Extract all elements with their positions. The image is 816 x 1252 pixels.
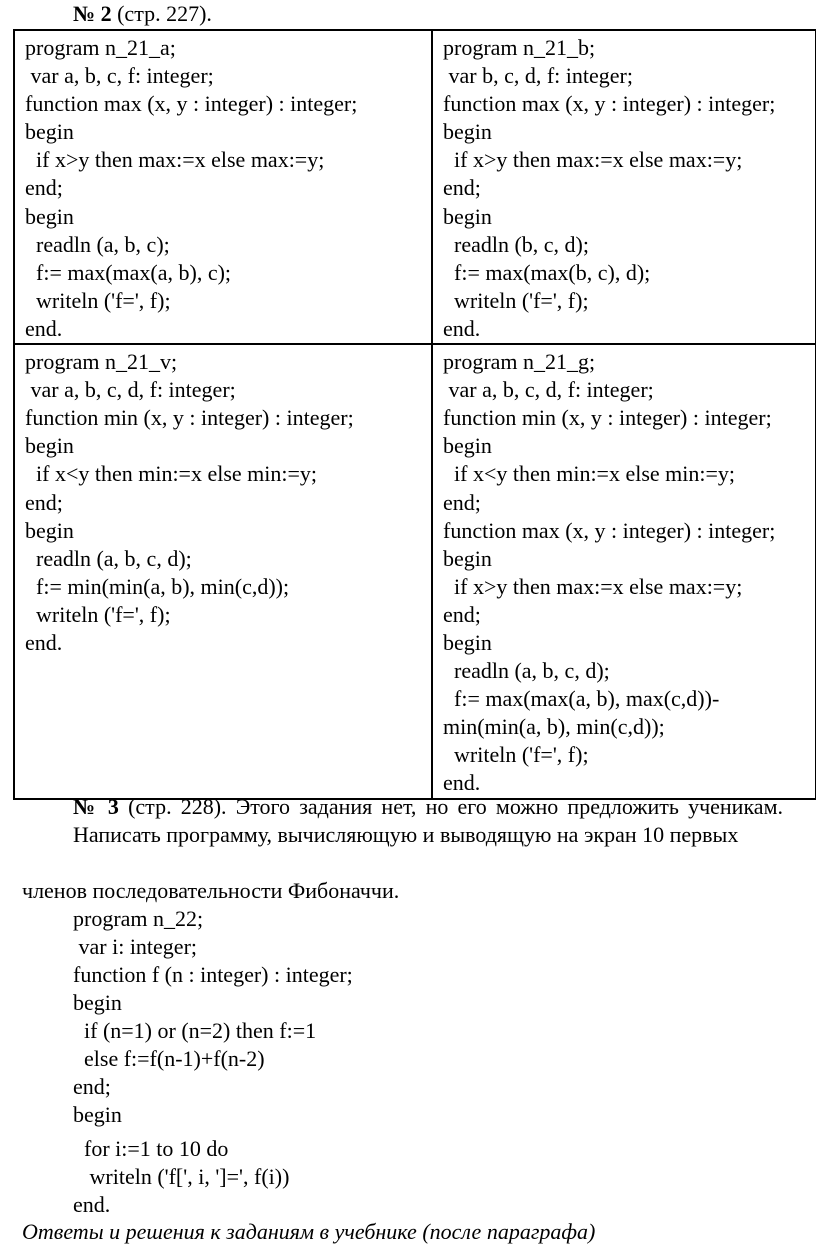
code-line: if x>y then max:=x else max:=y;	[443, 147, 743, 173]
code-line: writeln ('f=', f);	[25, 601, 171, 627]
code-line: f:= min(min(a, b), min(c,d));	[25, 573, 290, 599]
footer-caption: Ответы и решения к заданиям в учебнике (после параграфа)	[22, 1219, 596, 1244]
code-line: begin	[25, 517, 74, 543]
code-line: var i: integer;	[73, 934, 198, 959]
code-line: var a, b, c, d, f: integer;	[443, 377, 654, 403]
code-line: begin	[25, 203, 74, 229]
code-line: begin	[443, 629, 492, 655]
code-line: end.	[25, 315, 63, 341]
task3-text: (стр. 228). Этого задания нет, но его можно предложить ученикам. Написать программу, вычисляющую и выводящую на экран 10 первых	[73, 794, 783, 847]
code-line: min(min(a, b), min(c,d));	[443, 714, 665, 740]
code-line: f:= max(max(a, b), c);	[25, 259, 232, 285]
code-line: begin	[443, 545, 492, 571]
code-line: program n_22;	[73, 906, 204, 931]
code-line: end;	[25, 175, 63, 201]
code-line: writeln ('f=', f);	[25, 287, 171, 313]
code-line: begin	[25, 433, 74, 459]
code-line: readln (b, c, d);	[443, 231, 589, 257]
code-line: begin	[73, 1102, 122, 1127]
code-line: readln (a, b, c, d);	[443, 658, 610, 684]
code-line: if x>y then max:=x else max:=y;	[25, 147, 325, 173]
task2-heading	[73, 0, 212, 28]
code-line: begin	[73, 990, 122, 1015]
code-line: readln (a, b, c, d);	[25, 545, 192, 571]
programs-table	[13, 29, 816, 800]
task3-number: № 3	[73, 794, 119, 819]
task3-code	[73, 905, 353, 1219]
table-row	[14, 30, 816, 344]
code-line: end;	[443, 175, 481, 201]
code-line: begin	[443, 433, 492, 459]
code-line: function max (x, y : integer) : integer;	[443, 91, 776, 117]
task3-paragraph	[73, 793, 783, 849]
code-line: writeln ('f[', i, ']=', f(i))	[73, 1164, 290, 1189]
code-line: program n_21_g;	[443, 349, 596, 375]
code-line: function f (n : integer) : integer;	[73, 962, 353, 987]
code-line: writeln ('f=', f);	[443, 287, 589, 313]
code-line: else f:=f(n-1)+f(n-2)	[73, 1046, 265, 1071]
program-cell-v	[14, 344, 432, 799]
code-line: function max (x, y : integer) : integer;	[25, 91, 358, 117]
code-line: end;	[443, 489, 481, 515]
code-line: if x<y then min:=x else min:=y;	[25, 461, 318, 487]
code-line: begin	[25, 119, 74, 145]
code-line: for i:=1 to 10 do	[73, 1136, 229, 1161]
table-row	[14, 344, 816, 799]
code-line: if (n=1) or (n=2) then f:=1	[73, 1018, 317, 1043]
code-line: f:= max(max(a, b), max(c,d))-	[443, 686, 720, 712]
code-line: begin	[443, 119, 492, 145]
code-line: var b, c, d, f: integer;	[443, 63, 633, 89]
code-line: function min (x, y : integer) : integer;	[443, 405, 772, 431]
program-cell-g	[432, 344, 816, 799]
task2-page-ref: (стр. 227).	[111, 1, 212, 26]
task3-continuation: членов последовательности Фибоначчи.	[22, 878, 400, 903]
code-line: writeln ('f=', f);	[443, 742, 589, 768]
code-line: if x>y then max:=x else max:=y;	[443, 573, 743, 599]
code-line: function max (x, y : integer) : integer;	[443, 517, 776, 543]
code-line: if x<y then min:=x else min:=y;	[443, 461, 736, 487]
code-line: readln (a, b, c);	[25, 231, 170, 257]
code-line: end.	[25, 629, 63, 655]
code-line: program n_21_a;	[25, 35, 176, 60]
code-line: program n_21_b;	[443, 35, 596, 60]
code-line: end.	[73, 1192, 111, 1217]
code-line: end;	[73, 1074, 111, 1099]
code-line: end.	[443, 315, 481, 341]
code-line: var a, b, c, f: integer;	[25, 63, 214, 89]
task2-number: № 2	[73, 1, 112, 26]
program-cell-b	[432, 30, 816, 344]
code-line: function min (x, y : integer) : integer;	[25, 405, 354, 431]
code-line: end;	[443, 601, 481, 627]
code-line: begin	[443, 203, 492, 229]
code-line: program n_21_v;	[25, 349, 178, 375]
code-line: end;	[25, 489, 63, 515]
program-cell-a	[14, 30, 432, 344]
code-line: f:= max(max(b, c), d);	[443, 259, 651, 285]
code-line: end.	[443, 770, 481, 796]
code-line: var a, b, c, d, f: integer;	[25, 377, 236, 403]
